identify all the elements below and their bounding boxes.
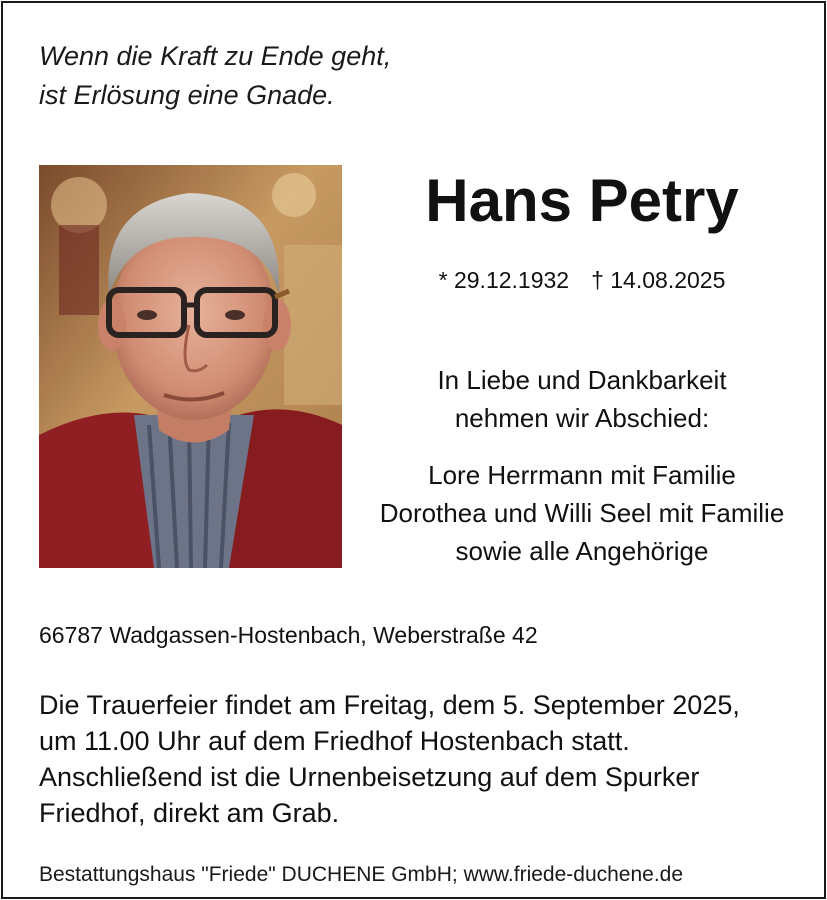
thanks-text (343, 361, 821, 437)
service-line: Die Trauerfeier findet am Freitag, dem 5. September 2025, (39, 690, 740, 720)
mourner-line: sowie alle Angehörige (455, 536, 709, 566)
service-line: um 11.00 Uhr auf dem Friedhof Hostenbach statt. (39, 726, 630, 756)
mourner-line: Lore Herrmann mit Familie (428, 460, 736, 490)
deceased-name: Hans Petry (425, 167, 739, 234)
death-date: † 14.08.2025 (591, 267, 726, 293)
life-dates (343, 265, 821, 295)
service-info (39, 687, 819, 831)
birth-date: * 29.12.1932 (438, 267, 570, 293)
obituary-card (1, 1, 826, 899)
service-line: Friedhof, direkt am Grab. (39, 798, 340, 828)
address: 66787 Wadgassen-Hostenbach, Weberstraße 42 (39, 622, 538, 648)
motto-line-1: Wenn die Kraft zu Ende geht, (39, 41, 392, 71)
motto (39, 37, 391, 115)
motto-line-2: ist Erlösung eine Gnade. (39, 80, 335, 110)
funeral-home-footer: Bestattungshaus "Friede" DUCHENE GmbH; www.friede-duchene.de (39, 863, 684, 886)
mourner-line: Dorothea und Willi Seel mit Familie (379, 498, 785, 528)
thanks-line-2: nehmen wir Abschied: (454, 403, 710, 433)
portrait-photo (39, 165, 342, 568)
mourners-list (343, 456, 821, 570)
service-line: Anschließend ist die Urnenbeisetzung auf dem Spurker (39, 762, 700, 792)
thanks-line-1: In Liebe und Dankbarkeit (437, 365, 727, 395)
